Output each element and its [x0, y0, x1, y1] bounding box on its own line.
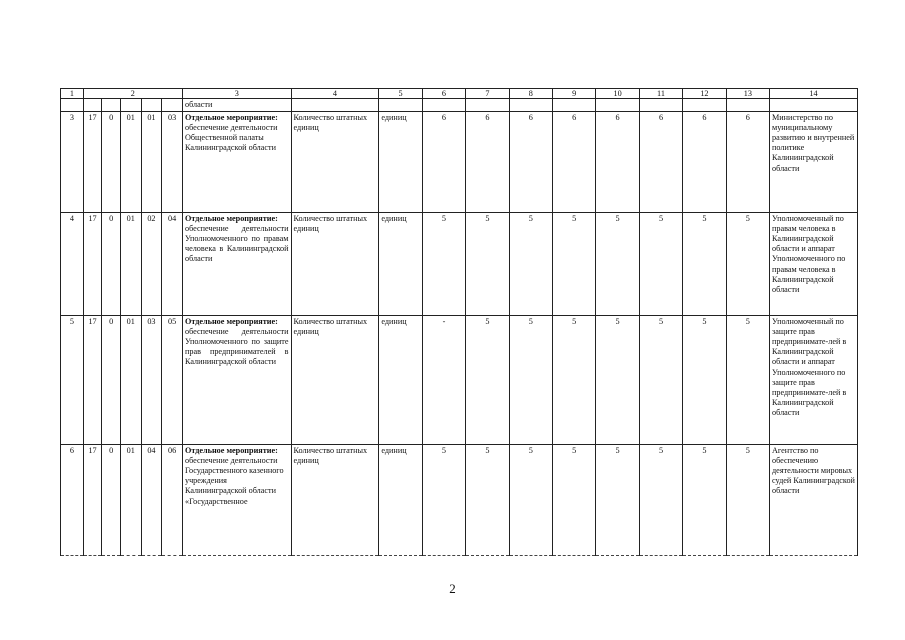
executor-cell: Уполномоченный по защите прав предпринимате-лей в Калининградской области и аппарат Уполномоченного по защите прав предпринимате-лей в Калининградской области: [770, 316, 858, 445]
code-cell: 03: [141, 316, 162, 445]
code-cell: 01: [141, 112, 162, 213]
indicator-name: Количество штатных единиц: [291, 213, 379, 316]
code-cell: 0: [102, 112, 121, 213]
code-cell: 02: [141, 213, 162, 316]
value-cell: 5: [466, 213, 509, 316]
table-row: [61, 445, 858, 556]
value-cell: 6: [639, 112, 682, 213]
value-cell: 5: [596, 213, 639, 316]
code-cell: 04: [162, 213, 183, 316]
measure-name: [182, 445, 291, 556]
header-cell-3: 3: [182, 89, 291, 99]
executor-cell: Уполномоченный по правам человека в Калининградской области и аппарат Уполномоченного по правам человека в Калининградской области: [770, 213, 858, 316]
value-cell: 5: [726, 445, 769, 556]
code-cell: 0: [102, 213, 121, 316]
row-number: 3: [61, 112, 84, 213]
code-cell: 0: [102, 316, 121, 445]
unit-cell: единиц: [379, 316, 422, 445]
value-cell: 6: [466, 112, 509, 213]
value-cell: 6: [509, 112, 552, 213]
header-cell-10: 10: [596, 89, 639, 99]
header-cell-6: 6: [422, 89, 465, 99]
value-cell: 6: [726, 112, 769, 213]
indicator-name: Количество штатных единиц: [291, 112, 379, 213]
value-cell: 5: [422, 445, 465, 556]
measure-type: Отдельное мероприятие:: [184, 446, 278, 456]
measure-description: обеспечение деятельности Государственного казенного учреждения Калининградской области «Государственное: [184, 456, 284, 506]
code-cell: 0: [102, 445, 121, 556]
measure-name: [182, 316, 291, 445]
header-cell-13: 13: [726, 89, 769, 99]
value-cell: 5: [596, 445, 639, 556]
code-cell: 17: [83, 112, 102, 213]
measures-table: [60, 88, 858, 556]
code-cell: 17: [83, 316, 102, 445]
value-cell: 6: [683, 112, 726, 213]
header-cell-1: 1: [61, 89, 84, 99]
value-cell: 5: [726, 213, 769, 316]
table-row: [61, 316, 858, 445]
code-cell: 17: [83, 445, 102, 556]
measure-name: [182, 213, 291, 316]
code-cell: 05: [162, 316, 183, 445]
row-number: 5: [61, 316, 84, 445]
code-cell: 06: [162, 445, 183, 556]
code-cell: 01: [120, 112, 141, 213]
table-row: [61, 112, 858, 213]
row-number: 4: [61, 213, 84, 316]
measure-type: Отдельное мероприятие:: [184, 317, 278, 327]
table-row: [61, 213, 858, 316]
code-cell: 17: [83, 213, 102, 316]
header-cell-5: 5: [379, 89, 422, 99]
page-number: 2: [449, 581, 456, 596]
unit-cell: единиц: [379, 213, 422, 316]
measure-description: обеспечение деятельности Общественной палаты Калининградской области: [184, 123, 278, 153]
row-number: 6: [61, 445, 84, 556]
value-cell: 5: [466, 316, 509, 445]
value-cell: -: [422, 316, 465, 445]
value-cell: 5: [552, 316, 595, 445]
header-cell-9: 9: [552, 89, 595, 99]
value-cell: 5: [683, 316, 726, 445]
value-cell: 5: [422, 213, 465, 316]
value-cell: 5: [552, 213, 595, 316]
value-cell: 6: [552, 112, 595, 213]
value-cell: 5: [639, 445, 682, 556]
value-cell: 6: [422, 112, 465, 213]
continuation-row: [61, 99, 858, 112]
measure-description: обеспечение деятельности Уполномоченного по правам человека в Калининградской области: [184, 224, 289, 264]
table-header-row: [61, 89, 858, 99]
value-cell: 5: [683, 213, 726, 316]
measure-name: [182, 112, 291, 213]
value-cell: 5: [683, 445, 726, 556]
value-cell: 5: [726, 316, 769, 445]
code-cell: 03: [162, 112, 183, 213]
header-cell-11: 11: [639, 89, 682, 99]
header-cell-2: 2: [83, 89, 182, 99]
value-cell: 5: [639, 316, 682, 445]
header-cell-12: 12: [683, 89, 726, 99]
header-cell-14: 14: [770, 89, 858, 99]
measure-type: Отдельное мероприятие:: [184, 113, 278, 123]
continuation-name: области: [182, 99, 291, 112]
header-cell-8: 8: [509, 89, 552, 99]
value-cell: 5: [466, 445, 509, 556]
unit-cell: единиц: [379, 112, 422, 213]
executor-cell: Агентство по обеспечению деятельности мировых судей Калининградской области: [770, 445, 858, 556]
indicator-name: Количество штатных единиц: [291, 316, 379, 445]
value-cell: 5: [596, 316, 639, 445]
code-cell: 01: [120, 213, 141, 316]
measure-description: обеспечение деятельности Уполномоченного по защите прав предпринимателей в Калининградской области: [184, 327, 289, 367]
indicator-name: Количество штатных единиц: [291, 445, 379, 556]
value-cell: 5: [509, 316, 552, 445]
executor-cell: Министерство по муниципальному развитию и внутренней политике Калининградской области: [770, 112, 858, 213]
code-cell: 01: [120, 316, 141, 445]
value-cell: 5: [509, 445, 552, 556]
value-cell: 5: [639, 213, 682, 316]
value-cell: 5: [509, 213, 552, 316]
value-cell: 5: [552, 445, 595, 556]
code-cell: 04: [141, 445, 162, 556]
value-cell: 6: [596, 112, 639, 213]
measure-type: Отдельное мероприятие:: [184, 214, 278, 224]
header-cell-4: 4: [291, 89, 379, 99]
header-cell-7: 7: [466, 89, 509, 99]
code-cell: 01: [120, 445, 141, 556]
unit-cell: единиц: [379, 445, 422, 556]
